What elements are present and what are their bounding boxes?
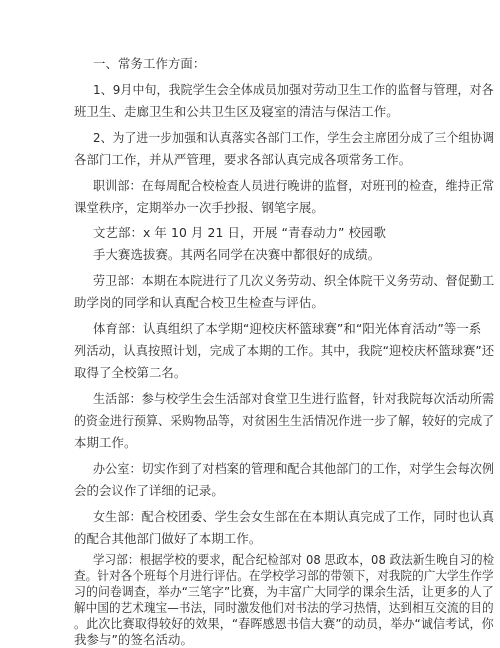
paragraph-line: 女生部：配合校团委、学生会女生部在在本期认真完成了工作，同时也认真 bbox=[93, 509, 495, 524]
paragraph-line: 学习部：根据学校的要求，配合纪检部对 08 思政本，08 政法新生晚自习的检 bbox=[93, 551, 495, 567]
paragraph-line: 查。针对各个班每个月进行评估。在学校学习部的带领下，对我院的广大学生作学 bbox=[74, 567, 494, 583]
paragraph-line: 的资金进行预算、采购物品等，对贫困生生活情况作进一步了解，较好的完成了 bbox=[74, 413, 495, 428]
paragraph-line: 我参与”的签名活动。 bbox=[74, 631, 193, 647]
paragraph-line: 习的问卷调查，举办“三笔字”比赛，为丰富广大同学的课余生活，让更多的人了 bbox=[74, 583, 494, 599]
paragraph-line: 劳卫部：本期在本院进行了几次义务劳动、织全体院干义务劳动、督促勤工 bbox=[93, 273, 495, 288]
paragraph-line: 列活动，认真按照计划，完成了本期的工作。其中，我院“迎校庆杯篮球赛”还 bbox=[74, 343, 495, 358]
paragraph-line: 各部门工作，并从严管理，要求各部认真完成各项常务工作。 bbox=[74, 152, 412, 167]
paragraph-line: 课堂秩序，定期举办一次手抄报、钢笔字展。 bbox=[74, 200, 324, 215]
paragraph-line: 本期工作。 bbox=[74, 435, 137, 450]
paragraph-line: 2、为了进一步加强和认真落实各部门工作，学生会主席团分成了三个组协调 bbox=[93, 130, 495, 145]
paragraph-line: 。此次比赛取得较好的效果，“春晖感恩书信大赛”的动员，举办“诚信考试，你 bbox=[74, 615, 494, 631]
paragraph-line: 助学岗的同学和认真配合校卫生检查与评估。 bbox=[74, 295, 324, 310]
paragraph-line: 班卫生、走廊卫生和公共卫生区及寝室的清洁与保洁工作。 bbox=[74, 104, 399, 119]
paragraph-line: 的配合其他部门做好了本期工作。 bbox=[74, 531, 262, 546]
paragraph-line: 1、9月中旬，我院学生会全体成员加强对劳动卫生工作的监督与管理，对各 bbox=[93, 82, 494, 97]
paragraph-line: 取得了全校第二名。 bbox=[74, 365, 187, 380]
paragraph-line: 体育部：认真组织了本学期“迎校庆杯篮球赛”和“阳光体育活动”等一系 bbox=[93, 321, 482, 336]
paragraph-line: 解中国的艺术瑰宝—书法，同时激发他们对书法的学习热情，达到相互交流的目的 bbox=[74, 599, 494, 615]
paragraph-line: 职训部：在每周配合校检查人员进行晚讲的监督，对班刊的检查，维持正常 bbox=[93, 178, 495, 193]
paragraph-line: 手大赛选拔赛。其两名同学在决赛中都很好的成绩。 bbox=[93, 247, 381, 262]
paragraph-line: 文艺部：x 年 10 月 21 日，开展 “青春动力” 校园歌 bbox=[93, 225, 387, 240]
paragraph-line: 办公室：切实作到了对档案的管理和配合其他部门的工作，对学生会每次例 bbox=[93, 461, 495, 476]
paragraph-line: 生活部：参与校学生会生活部对食堂卫生进行监督，针对我院每次活动所需 bbox=[93, 391, 495, 406]
section-heading: 一、常务工作方面： bbox=[93, 56, 206, 71]
paragraph-line: 会的会议作了详细的记录。 bbox=[74, 483, 224, 498]
